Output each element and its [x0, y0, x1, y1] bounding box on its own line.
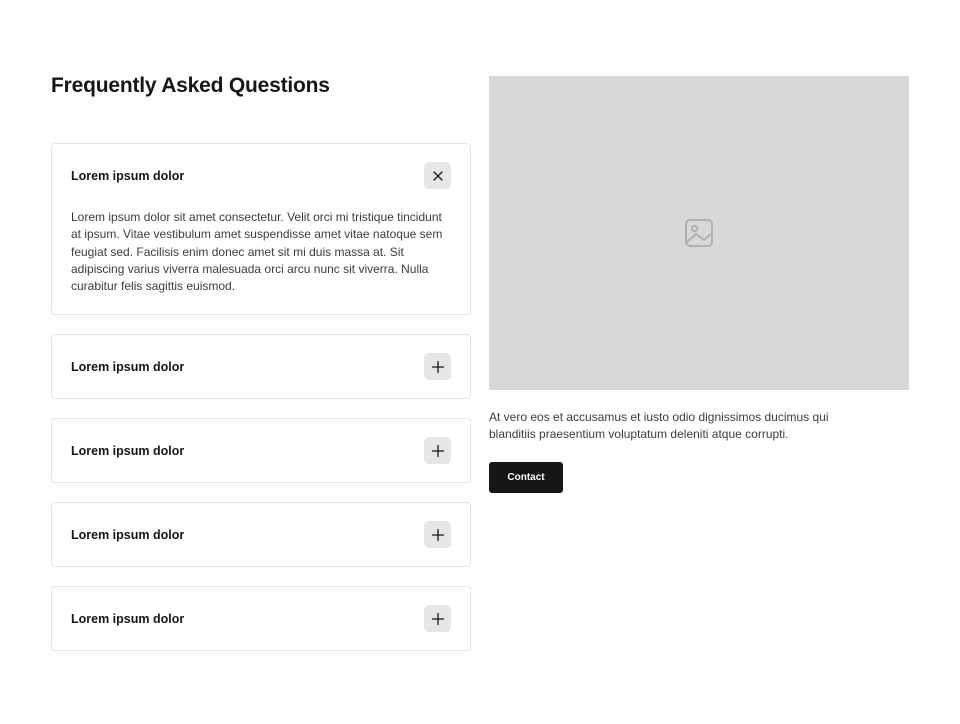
faq-expand-button[interactable]	[424, 605, 451, 632]
faq-item	[51, 502, 471, 567]
faq-expand-button[interactable]	[424, 437, 451, 464]
faq-collapse-button[interactable]	[424, 162, 451, 189]
faq-item	[51, 418, 471, 483]
faq-question: Lorem ipsum dolor	[71, 527, 185, 542]
page-title: Frequently Asked Questions	[51, 74, 330, 97]
faq-question: Lorem ipsum dolor	[71, 611, 185, 626]
image-placeholder	[489, 76, 909, 390]
faq-item	[51, 334, 471, 399]
faq-question: Lorem ipsum dolor	[71, 443, 185, 458]
image-placeholder-icon	[684, 218, 714, 248]
faq-list	[51, 143, 471, 670]
faq-expand-button[interactable]	[424, 353, 451, 380]
faq-item-header[interactable]	[52, 419, 470, 482]
faq-item-header[interactable]	[52, 144, 470, 207]
faq-question: Lorem ipsum dolor	[71, 359, 185, 374]
faq-item-header[interactable]	[52, 503, 470, 566]
faq-answer: Lorem ipsum dolor sit amet consectetur. Velit orci mi tristique tincidunt at ipsum. Vitae vestibulum amet suspendisse amet vitae natoque sem feugiat sed. Facilisis enim donec amet sit mi duis massa at. Sit adipiscing varius viverra malesuada orci arcu nunc sit viverra. Nulla curabitur felis sagittis euismod.	[71, 210, 443, 294]
faq-question: Lorem ipsum dolor	[71, 168, 185, 183]
plus-icon	[431, 612, 445, 626]
plus-icon	[431, 360, 445, 374]
plus-icon	[431, 528, 445, 542]
faq-item-header[interactable]	[52, 335, 470, 398]
faq-item	[51, 586, 471, 651]
faq-item-header[interactable]	[52, 587, 470, 650]
plus-icon	[431, 444, 445, 458]
faq-expand-button[interactable]	[424, 521, 451, 548]
aside-description: At vero eos et accusamus et iusto odio dignissimos ducimus qui blanditiis praesentium voluptatum deleniti atque corrupti.	[489, 410, 829, 442]
faq-item	[51, 143, 471, 315]
contact-button[interactable]: Contact	[489, 462, 563, 493]
close-icon	[431, 169, 445, 183]
